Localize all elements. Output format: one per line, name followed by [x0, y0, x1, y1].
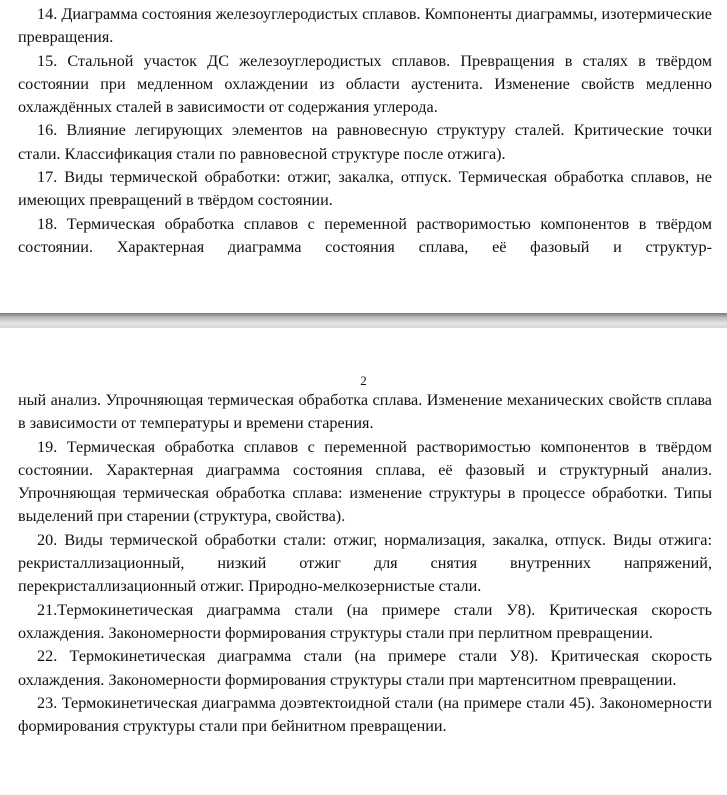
question-23: 23. Термокинетическая диаграмма доэвтектоидной стали (на примере стали 45). Закономерности формирования структуры стали при бейнитном превращении. — [18, 693, 712, 736]
question-18: 18. Термическая обработка сплавов с переменной растворимостью компонентов в твёрдом состоянии. Характерная диаграмма состояния сплава, её фазовый и структур- — [18, 214, 712, 256]
page-number: 2 — [360, 373, 367, 388]
question-18-continuation: ный анализ. Упрочняющая термическая обработка сплава. Изменение механических свойств сплава в зависимости от температуры и времени старения. — [18, 391, 712, 433]
document-page-2 — [0, 328, 727, 795]
question-21: 21.Термокинетическая диаграмма стали (на примере стали У8). Критическая скорость охлаждения. Закономерности формирования структуры стали при перлитном превращении. — [18, 600, 712, 642]
question-19: 19. Термическая обработка сплавов с переменной растворимостью компонентов в твёрдом состоянии. Характерная диаграмма состояния сплава, её фазовый и структурный анализ. Упрочняющая термическая обработка сплава: изменение структуры в процессе обработки. Типы выделений при старении (структура, свойства). — [18, 437, 712, 526]
question-22: 22. Термокинетическая диаграмма стали (на примере стали У8). Критическая скорость охлаждения. Закономерности формирования структуры стали при мартенситном превращении. — [18, 647, 712, 689]
page-1-text — [18, 3, 712, 259]
document-page-1 — [0, 0, 727, 313]
question-15: 15. Стальной участок ДС железоуглеродистых сплавов. Превращения в сталях в твёрдом состоянии при медленном охлаждении из области аустенита. Изменение свойств медленно охлаждённых сталей в зависимости от содержания углерода. — [18, 51, 712, 117]
question-17: 17. Виды термической обработки: отжиг, закалка, отпуск. Термическая обработка сплавов, не имеющих превращений в твёрдом состоянии. — [18, 168, 712, 210]
question-14: 14. Диаграмма состояния железоуглеродистых сплавов. Компоненты диаграммы, изотермические превращения. — [18, 5, 712, 47]
page-separator — [0, 313, 727, 328]
page-2-text — [18, 389, 712, 738]
question-20: 20. Виды термической обработки стали: отжиг, нормализация, закалка, отпуск. Виды отжига: рекристаллизационный, низкий отжиг для снятия внутренних напряжений, перекристаллизационный отжиг. Природно-мелкозернистые стали. — [18, 530, 712, 596]
question-16: 16. Влияние легирующих элементов на равновесную структуру сталей. Критические точки стали. Классификация стали по равновесной структуре после отжига). — [18, 121, 712, 163]
